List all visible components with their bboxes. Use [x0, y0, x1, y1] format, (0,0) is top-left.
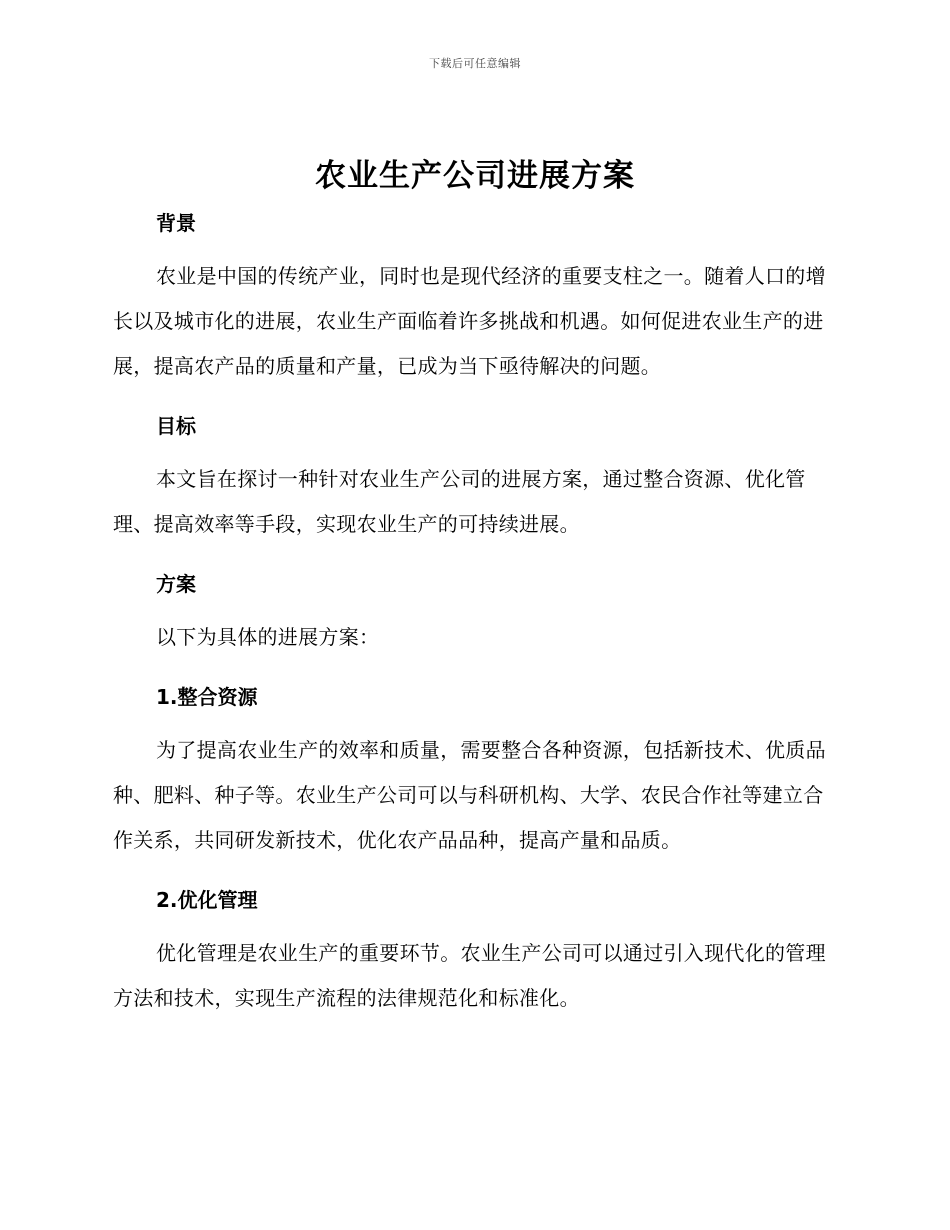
section-heading-integrate-resources: 1.整合资源 — [156, 685, 258, 709]
section-heading-plan: 方案 — [156, 572, 196, 596]
paragraph-integrate-resources: 为了提高农业生产的效率和质量，需要整合各种资源，包括新技术、优质品种、肥料、种子等。农业生产公司可以与科研机构、大学、农民合作社等建立合作关系，共同研发新技术，优化农产品品种，提高产量和品质。 — [113, 738, 826, 852]
document-body — [113, 204, 831, 1021]
paragraph-optimize-management: 优化管理是农业生产的重要环节。农业生产公司可以通过引入现代化的管理方法和技术，实现生产流程的法律规范化和标准化。 — [113, 941, 826, 1010]
paragraph-background: 农业是中国的传统产业，同时也是现代经济的重要支柱之一。随着人口的增长以及城市化的进展，农业生产面临着许多挑战和机遇。如何促进农业生产的进展，提高农产品的质量和产量，已成为当下亟待解决的问题。 — [113, 264, 826, 378]
document-title: 农业生产公司进展方案 — [315, 158, 635, 194]
section-heading-optimize-management: 2.优化管理 — [156, 888, 258, 912]
page-header-note: 下载后可任意编辑 — [429, 57, 521, 70]
section-heading-goal: 目标 — [156, 414, 196, 438]
paragraph-plan: 以下为具体的进展方案： — [156, 625, 380, 649]
paragraph-goal: 本文旨在探讨一种针对农业生产公司的进展方案，通过整合资源、优化管理、提高效率等手段，实现农业生产的可持续进展。 — [113, 467, 806, 536]
section-heading-background: 背景 — [156, 211, 196, 235]
